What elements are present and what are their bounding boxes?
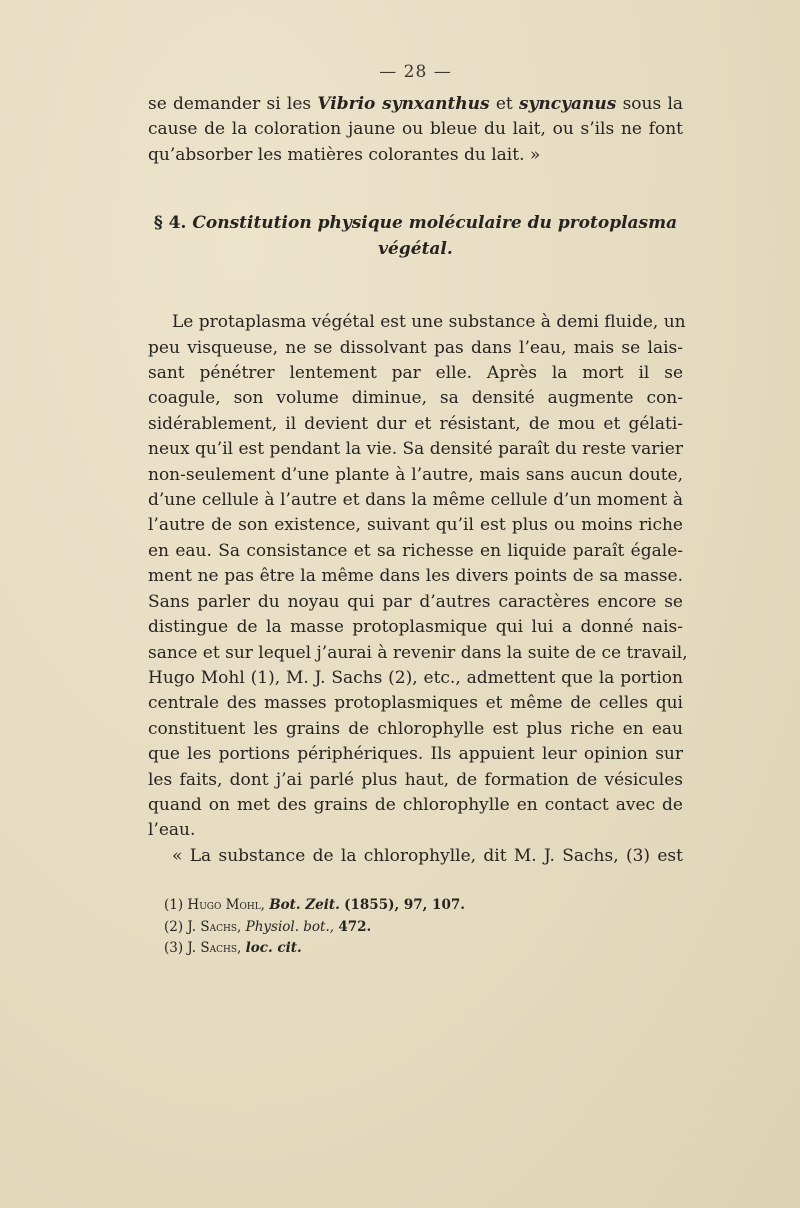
body-line: quand on met des grains de chlorophylle en contact avec de: [148, 794, 683, 815]
body-line: d’une cellule à l’autre et dans la même cellule d’un moment à: [148, 490, 683, 511]
body-line: centrale des masses protoplasmiques et même de celles qui: [148, 693, 683, 714]
body-line: l’autre de son existence, suivant qu’il est plus ou moins riche: [148, 515, 683, 536]
species-name: syncyanus: [518, 94, 617, 114]
page-number: — 28 —: [379, 62, 452, 82]
intro-line-3: qu’absorber les matières colorantes du lait. »: [148, 144, 541, 165]
body-line: Hugo Mohl (1), M. J. Sachs (2), etc., admettent que la portion: [148, 667, 683, 688]
body-line: constituent les grains de chlorophylle est plus riche en eau: [148, 718, 683, 739]
intro-text: et: [489, 94, 519, 114]
body-line: sant pénétrer lentement par elle. Après la mort il se: [148, 363, 683, 384]
species-name: Vibrio synxanthus: [317, 94, 490, 114]
body-line: l’eau.: [148, 820, 196, 841]
body-line: neux qu’il est pendant la vie. Sa densité paraît du reste varier: [148, 439, 683, 460]
book-page: [148, 62, 688, 960]
footnote-author: J. Sachs,: [187, 940, 242, 957]
intro-text: sous la: [616, 94, 684, 114]
footnote-work: Physiol. bot.,: [245, 918, 335, 935]
body-line: non-seulement d’une plante à l’autre, mais sans aucun doute,: [148, 464, 683, 485]
footnote-work: Bot. Zeit.: [269, 897, 340, 914]
footnote-number: (3): [164, 940, 184, 957]
footnote-number: (1): [164, 897, 184, 914]
footnote-work: loc. cit.: [245, 940, 302, 957]
body-paragraph: [148, 310, 688, 869]
section-heading: [148, 210, 683, 262]
section-title: Constitution physique moléculaire du protoplasma: [192, 213, 678, 234]
body-line: peu visqueuse, ne se dissolvant pas dans l’eau, mais se lais-: [148, 337, 683, 358]
intro-text: se demander si les: [148, 94, 318, 114]
body-line: ment ne pas être la même dans les divers points de sa masse.: [148, 566, 683, 587]
body-line: les faits, dont j’ai parlé plus haut, de formation de vésicules: [148, 769, 683, 790]
footnote-reference: 472.: [338, 918, 372, 935]
footnote-author: Hugo Mohl,: [187, 897, 265, 914]
body-line: sidérablement, il devient dur et résistant, de mou et gélati-: [148, 413, 683, 434]
footnote-1: [164, 895, 683, 917]
section-title-line-2: végétal.: [378, 239, 453, 260]
section-number: § 4.: [153, 213, 187, 234]
intro-paragraph: [148, 92, 683, 168]
quote-line: « La substance de la chlorophylle, dit M. J. Sachs, (3) est: [172, 845, 683, 866]
footnote-3: [164, 938, 683, 960]
footnote-2: [164, 917, 683, 939]
section-title-line-1: [148, 210, 683, 236]
footnote-author: J. Sachs,: [187, 918, 242, 935]
body-line: distingue de la masse protoplasmique qui lui a donné nais-: [148, 617, 683, 638]
body-line: sance et sur lequel j’aurai à revenir dans la suite de ce travail,: [148, 642, 688, 663]
body-line: Sans parler du noyau qui par d’autres caractères encore se: [148, 591, 683, 612]
intro-line-2: cause de la coloration jaune ou bleue du lait, ou s’ils ne font: [148, 119, 683, 140]
body-line: coagule, son volume diminue, sa densité augmente con-: [148, 388, 683, 409]
body-line: que les portions périphériques. Ils appuient leur opinion sur: [148, 744, 683, 765]
body-line: en eau. Sa consistance et sa richesse en liquide paraît égale-: [148, 540, 683, 561]
footnote-reference: (1855), 97, 107.: [344, 897, 465, 914]
footnote-number: (2): [164, 918, 184, 935]
intro-line-1: [148, 92, 683, 117]
body-line: Le protaplasma végétal est une substance à demi fluide, un: [172, 312, 686, 333]
footnotes: [148, 895, 683, 960]
